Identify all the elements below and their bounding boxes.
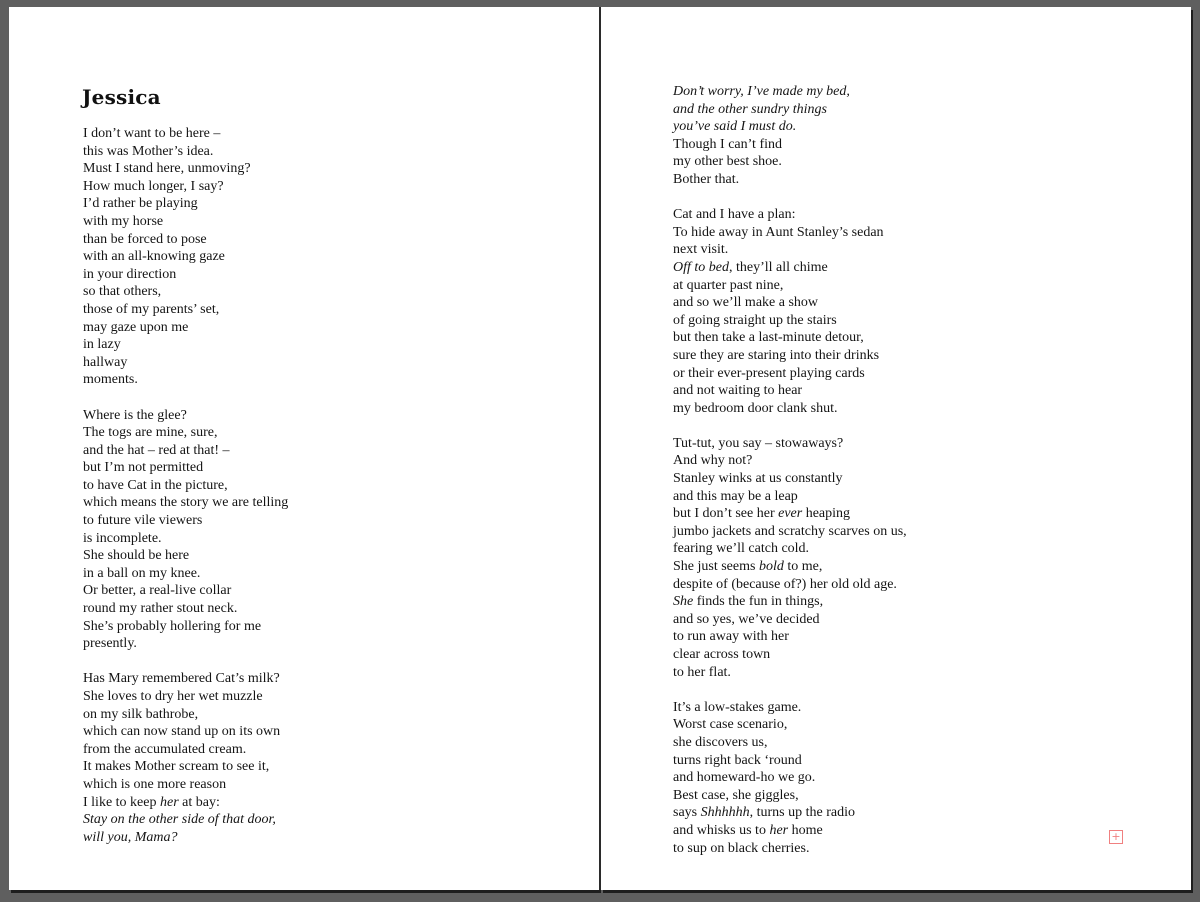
- poem-line: [673, 435, 907, 453]
- poem-line: [673, 734, 907, 752]
- poem-line: [673, 769, 907, 787]
- poem-line: [673, 646, 907, 664]
- text: to sup on black cherries.: [673, 840, 810, 856]
- text: She should be here: [83, 548, 190, 564]
- text: And why not?: [673, 453, 753, 469]
- poem-line: [673, 259, 907, 277]
- poem-line: [83, 706, 288, 724]
- text: from the accumulated cream.: [83, 741, 247, 757]
- poem-line: [83, 670, 288, 688]
- poem-line: [673, 365, 907, 383]
- poem-line: [673, 628, 907, 646]
- text: but I’m not permitted: [83, 460, 204, 476]
- poem-line: [673, 224, 907, 242]
- poem-line: [83, 512, 288, 530]
- poem-line: [83, 829, 288, 847]
- text: I don’t want to be here –: [83, 126, 221, 141]
- poem-line: [673, 136, 907, 154]
- italic-text: her: [769, 822, 789, 838]
- poem-line: [83, 582, 288, 600]
- poem-line: [673, 576, 907, 594]
- text: sure they are staring into their drinks: [673, 347, 880, 363]
- text: and not waiting to hear: [673, 383, 803, 399]
- poem-line: [673, 699, 907, 717]
- text: It’s a low-stakes game.: [673, 699, 802, 715]
- text: home: [788, 822, 823, 838]
- text: is incomplete.: [83, 530, 162, 546]
- poem-line: [673, 206, 907, 224]
- poem-line: [673, 452, 907, 470]
- text: in a ball on my knee.: [83, 565, 201, 581]
- poem-line: [83, 794, 288, 812]
- italic-text: Don’t worry, I’ve made my bed,: [673, 84, 850, 99]
- text: to have Cat in the picture,: [83, 477, 228, 493]
- poem-line: [83, 354, 288, 372]
- text: than be forced to pose: [83, 231, 207, 247]
- poem-line: [673, 840, 907, 858]
- poem-line: [673, 488, 907, 506]
- text: to her flat.: [673, 664, 731, 680]
- poem-line: [673, 312, 907, 330]
- poem-line: [673, 101, 907, 119]
- poem-line: [83, 195, 288, 213]
- text: with my horse: [83, 213, 164, 229]
- stanza: [673, 83, 907, 189]
- text: Has Mary remembered Cat’s milk?: [83, 671, 280, 687]
- poem-line: [83, 600, 288, 618]
- poem-line: [673, 716, 907, 734]
- poem-line: [83, 741, 288, 759]
- poem-line: [673, 241, 907, 259]
- text: jumbo jackets and scratchy scarves on us,: [673, 523, 907, 539]
- poem-line: [673, 83, 907, 101]
- text: in lazy: [83, 337, 121, 353]
- poem-line: [83, 442, 288, 460]
- poem-line: [83, 688, 288, 706]
- text: which is one more reason: [83, 776, 227, 792]
- text: Though I can’t find: [673, 136, 782, 152]
- poem-line: [83, 758, 288, 776]
- italic-text: ever: [778, 506, 803, 522]
- text: next visit.: [673, 242, 729, 258]
- italic-text: and the other sundry things: [673, 101, 827, 117]
- stanza: [83, 670, 288, 846]
- text: but I don’t see her: [673, 506, 779, 522]
- text: and whisks us to: [673, 822, 770, 838]
- text: Stanley winks at us constantly: [673, 471, 843, 487]
- text: and homeward-ho we go.: [673, 770, 816, 786]
- text: Or better, a real-live collar: [83, 583, 232, 599]
- text: she discovers us,: [673, 734, 768, 750]
- poem-line: [83, 776, 288, 794]
- poem-line: [83, 494, 288, 512]
- italic-text: Shhhhhh: [700, 805, 750, 821]
- text: fearing we’ll catch cold.: [673, 541, 810, 557]
- text: presently.: [83, 636, 137, 652]
- poem-line: [83, 618, 288, 636]
- text: and the hat – red at that! –: [83, 442, 230, 458]
- text: She’s probably hollering for me: [83, 618, 262, 634]
- text: may gaze upon me: [83, 319, 189, 335]
- text: to run away with her: [673, 629, 789, 645]
- poem-line: [673, 171, 907, 189]
- text: I like to keep: [83, 794, 160, 810]
- italic-text: Stay on the other side of that door,: [83, 812, 276, 828]
- poem-line: [673, 804, 907, 822]
- italic-text: her: [159, 794, 179, 810]
- poem-line: [673, 822, 907, 840]
- poem-line: [83, 459, 288, 477]
- text: Must I stand here, unmoving?: [83, 161, 251, 177]
- page-left: [9, 7, 599, 890]
- text: moments.: [83, 372, 138, 388]
- text: clear across town: [673, 647, 771, 662]
- poem-line: [83, 723, 288, 741]
- text: and this may be a leap: [673, 488, 798, 504]
- poem-line: [83, 301, 288, 319]
- text: Bother that.: [673, 171, 740, 187]
- poem-line: [83, 424, 288, 442]
- stanza: [673, 206, 907, 417]
- text: in your direction: [83, 266, 177, 282]
- poem-line: [673, 664, 907, 682]
- poem-right-column: [673, 83, 907, 875]
- poem-line: [673, 382, 907, 400]
- text: Tut-tut, you say – stowaways?: [673, 435, 844, 451]
- text: despite of (because of?) her old old age.: [673, 576, 897, 592]
- text: at quarter past nine,: [673, 277, 784, 293]
- poem-line: [83, 283, 288, 301]
- text: The togs are mine, sure,: [83, 425, 218, 441]
- poem-line: [673, 294, 907, 312]
- poem-line: [673, 558, 907, 576]
- poem-line: [83, 213, 288, 231]
- text: on my silk bathrobe,: [83, 706, 199, 722]
- text: and so we’ll make a show: [673, 295, 819, 311]
- text: my other best shoe.: [673, 154, 782, 170]
- page-right: [601, 7, 1191, 890]
- italic-text: will you, Mama?: [83, 829, 178, 845]
- text: this was Mother’s idea.: [83, 143, 214, 159]
- text: , they’ll all chime: [729, 259, 828, 275]
- poem-line: [83, 371, 288, 389]
- poem-line: [83, 635, 288, 653]
- poem-line: [83, 530, 288, 548]
- text: to future vile viewers: [83, 513, 203, 529]
- poem-line: [83, 231, 288, 249]
- poem-line: [83, 547, 288, 565]
- text: heaping: [802, 506, 851, 522]
- text: to me,: [783, 559, 823, 575]
- text: with an all-knowing gaze: [83, 249, 225, 265]
- text: so that others,: [83, 284, 162, 300]
- poem-line: [673, 752, 907, 770]
- poem-line: [83, 266, 288, 284]
- text: , turns up the radio: [749, 805, 855, 821]
- text: It makes Mother scream to see it,: [83, 759, 270, 775]
- text: Best case, she giggles,: [673, 787, 799, 803]
- poem-line: [83, 248, 288, 266]
- italic-text: She: [673, 594, 694, 610]
- poem-line: [83, 477, 288, 495]
- poem-line: [673, 593, 907, 611]
- poem-line: [673, 347, 907, 365]
- text: Worst case scenario,: [673, 717, 788, 733]
- text: says: [673, 805, 701, 821]
- text: those of my parents’ set,: [83, 301, 220, 317]
- text: She just seems: [673, 559, 759, 575]
- poem-line: [673, 118, 907, 136]
- poem-line: [673, 153, 907, 171]
- poem-title: Jessica: [82, 85, 161, 109]
- italic-text: bold: [758, 559, 784, 575]
- text: I’d rather be playing: [83, 196, 198, 212]
- text: hallway: [83, 354, 128, 370]
- poem-line: [83, 336, 288, 354]
- stanza: [673, 699, 907, 857]
- text: and so yes, we’ve decided: [673, 611, 820, 627]
- poem-line: [83, 319, 288, 337]
- text: my bedroom door clank shut.: [673, 400, 838, 416]
- italic-text: Off to bed: [673, 259, 729, 275]
- poem-line: [83, 160, 288, 178]
- text: of going straight up the stairs: [673, 312, 837, 328]
- poem-line: [673, 611, 907, 629]
- italic-text: you’ve said I must do.: [673, 119, 797, 135]
- poem-line: [673, 540, 907, 558]
- text: turns right back ‘round: [673, 752, 802, 768]
- text: which means the story we are telling: [83, 495, 289, 511]
- stanza: [83, 407, 288, 653]
- text-overflow-marker-icon[interactable]: +: [1109, 830, 1123, 844]
- text: at bay:: [178, 794, 220, 810]
- poem-line: [83, 565, 288, 583]
- poem-line: [83, 407, 288, 425]
- poem-line: [673, 400, 907, 418]
- text: round my rather stout neck.: [83, 601, 238, 617]
- poem-line: [83, 178, 288, 196]
- text: or their ever-present playing cards: [673, 365, 865, 381]
- text: but then take a last-minute detour,: [673, 330, 864, 346]
- text: How much longer, I say?: [83, 178, 224, 194]
- poem-line: [83, 143, 288, 161]
- text: To hide away in Aunt Stanley’s sedan: [673, 224, 884, 240]
- text: finds the fun in things,: [693, 594, 824, 610]
- poem-line: [673, 523, 907, 541]
- stanza: [83, 125, 288, 389]
- text: She loves to dry her wet muzzle: [83, 689, 263, 704]
- poem-line: [673, 787, 907, 805]
- poem-line: [83, 125, 288, 143]
- poem-line: [673, 505, 907, 523]
- stanza: [673, 435, 907, 681]
- poem-left-column: [83, 125, 288, 864]
- poem-line: [673, 329, 907, 347]
- poem-line: [673, 470, 907, 488]
- text: Where is the glee?: [83, 407, 187, 423]
- poem-line: [83, 811, 288, 829]
- text: Cat and I have a plan:: [673, 207, 796, 223]
- text: which can now stand up on its own: [83, 724, 281, 740]
- poem-line: [673, 277, 907, 295]
